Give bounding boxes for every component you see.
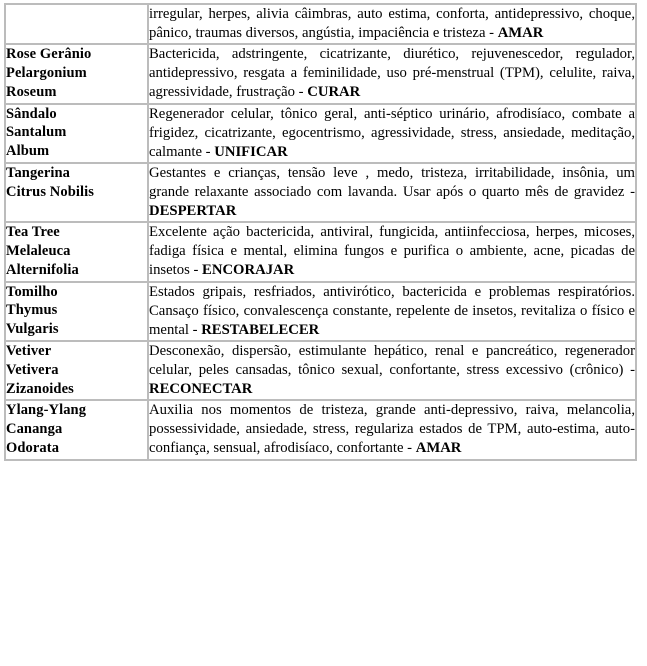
table-row bbox=[5, 282, 636, 341]
oil-description-cell bbox=[148, 400, 636, 459]
oil-keyword: AMAR bbox=[415, 440, 462, 457]
oil-name-cell bbox=[5, 222, 148, 281]
table-row bbox=[5, 341, 636, 400]
oil-name-line: Vulgaris bbox=[6, 321, 59, 338]
oil-name-line: Ylang-Ylang bbox=[6, 402, 87, 419]
table-row bbox=[5, 4, 636, 44]
oil-name-line: Citrus Nobilis bbox=[6, 183, 95, 200]
oil-description-text: Gestantes e crianças, tensão leve , medo, tristeza, irritabilidade, insônia, um grande relaxante associado com lavanda. Usar após o quarto mês de gravidez - bbox=[149, 164, 635, 200]
table-body bbox=[5, 4, 636, 460]
table-row bbox=[5, 222, 636, 281]
oil-description-text: Auxilia nos momentos de tristeza, grande anti-depressivo, raiva, melancolia, possessividade, ansiedade, stress, regulariza estados de TPM, auto-estima, auto-confiança, sensual, afrodisíaco, confortante - bbox=[149, 402, 635, 457]
oil-description-text: Estados gripais, resfriados, antivirótico, bactericida e problemas respiratórios. Cansaço físico, convalescença constante, repelente de insetos, revitaliza o físico e mental - bbox=[149, 283, 635, 338]
oil-description-cell bbox=[148, 341, 636, 400]
oil-name-line: Rose Gerânio bbox=[6, 46, 92, 63]
oil-name-line: Roseum bbox=[6, 83, 57, 100]
oil-description-text: Desconexão, dispersão, estimulante hepático, renal e pancreático, regenerador celular, peles cansadas, tônico sexual, confortante, stress excessivo (crônico) - bbox=[149, 342, 635, 378]
oil-name-line: Tomilho bbox=[6, 283, 58, 300]
oil-name-cell bbox=[5, 282, 148, 341]
oil-name-cell bbox=[5, 400, 148, 459]
oil-name-line: Pelargonium bbox=[6, 65, 87, 82]
oil-keyword: UNIFICAR bbox=[214, 143, 288, 160]
oil-description-text: irregular, herpes, alivia câimbras, auto estima, conforta, antidepressivo, choque, pânico, traumas diversos, angústia, impaciência e tristeza - bbox=[149, 6, 635, 42]
oil-name-line: Tea Tree bbox=[6, 224, 60, 241]
oil-name-line: Cananga bbox=[6, 421, 63, 438]
oil-description-cell bbox=[148, 4, 636, 44]
oil-name-line: Sândalo bbox=[6, 105, 57, 122]
oil-name-cell bbox=[5, 163, 148, 222]
oil-name-line: Zizanoides bbox=[6, 380, 74, 397]
oil-name-line: Album bbox=[6, 143, 50, 160]
oil-name-line: Alternifolia bbox=[6, 261, 79, 278]
essential-oils-table bbox=[4, 3, 637, 461]
table-row bbox=[5, 163, 636, 222]
oil-name-cell bbox=[5, 341, 148, 400]
oil-description-text: Excelente ação bactericida, antiviral, fungicida, antiinfecciosa, herpes, micoses, fadiga física e mental, elimina fungos e purifica o ambiente, acne, picadas de insetos - bbox=[149, 224, 635, 279]
oil-keyword: CURAR bbox=[307, 84, 361, 101]
oil-name-cell bbox=[5, 44, 148, 103]
oil-keyword: RECONECTAR bbox=[149, 381, 253, 398]
oil-keyword: RESTABELECER bbox=[201, 321, 320, 338]
oil-name-line: Vetivera bbox=[6, 361, 59, 378]
oil-name-line: Thymus bbox=[6, 302, 58, 319]
oil-description-cell bbox=[148, 104, 636, 163]
oil-name-cell bbox=[5, 104, 148, 163]
oil-description-cell bbox=[148, 163, 636, 222]
oil-description-text: Regenerador celular, tônico geral, anti-séptico urinário, afrodisíaco, combate a frigidez, cicatrizante, egocentrismo, agressividade, stress, ansiedade, meditação, calmante - bbox=[149, 105, 635, 160]
table-row bbox=[5, 104, 636, 163]
oil-description-cell bbox=[148, 44, 636, 103]
oil-description-text: Bactericida, adstringente, cicatrizante, diurético, rejuvenescedor, regulador, antidepressivo, resgata a feminilidade, uso pré-menstrual (TPM), celulite, raiva, agressividade, frustração - bbox=[149, 46, 635, 101]
oil-name-line: Santalum bbox=[6, 124, 67, 141]
oil-name-line: Vetiver bbox=[6, 342, 52, 359]
oil-name-line: Melaleuca bbox=[6, 243, 71, 260]
oil-description-cell bbox=[148, 222, 636, 281]
oil-keyword: AMAR bbox=[497, 25, 544, 42]
oil-name-line: Tangerina bbox=[6, 164, 71, 181]
oil-name-line: Odorata bbox=[6, 439, 60, 456]
oil-keyword: ENCORAJAR bbox=[202, 262, 295, 279]
table-row bbox=[5, 44, 636, 103]
table-row bbox=[5, 400, 636, 459]
oil-keyword: DESPERTAR bbox=[149, 203, 237, 220]
oil-description-cell bbox=[148, 282, 636, 341]
oil-name-cell bbox=[5, 4, 148, 44]
